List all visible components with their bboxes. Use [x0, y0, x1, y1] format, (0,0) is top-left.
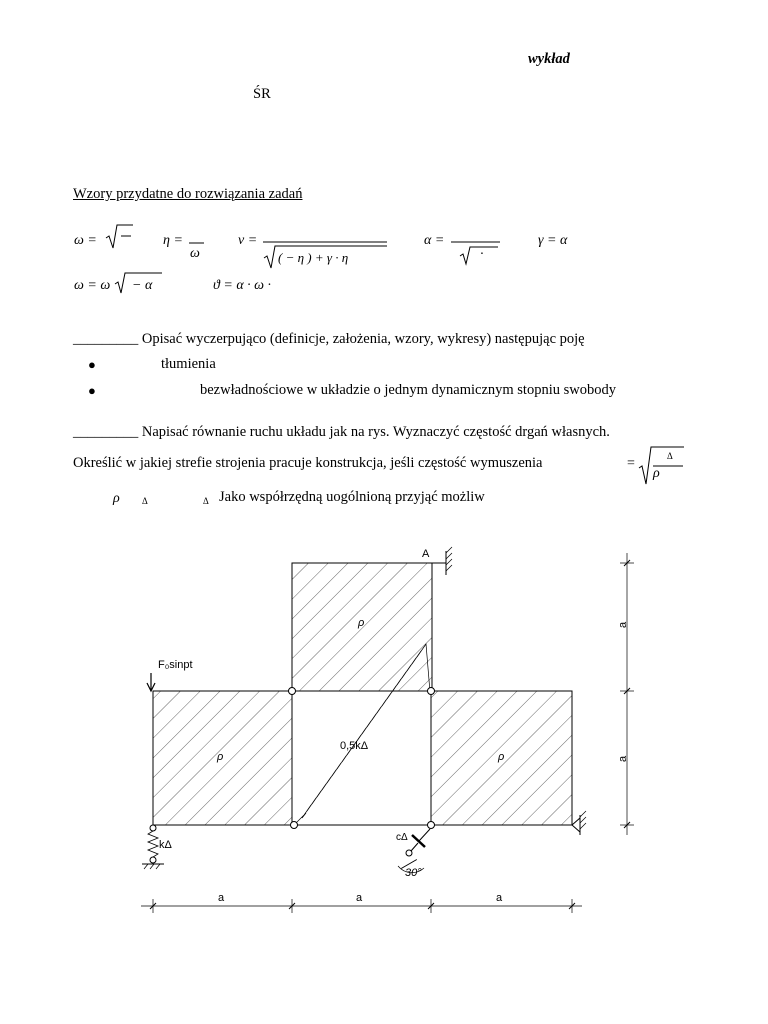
rho-label-top: ρ — [358, 617, 365, 629]
hinge — [428, 688, 435, 695]
task2-blank: _________ — [73, 424, 139, 440]
rho-label-left: ρ — [217, 751, 224, 763]
formula-nu-denominator: ( − η ) + γ · η — [278, 250, 349, 265]
vertical-dimension — [620, 553, 634, 835]
dim-a-label: a — [218, 892, 225, 904]
support-a — [432, 547, 452, 575]
formula-alpha-denominator: · — [480, 247, 484, 262]
dim-a-label: a — [356, 892, 363, 904]
load-arrow — [147, 673, 155, 691]
formula-eta-denominator: ω — [190, 246, 200, 261]
dim-a-label-vertical: a — [617, 755, 629, 762]
task2-text1: Napisać równanie ruchu układu jak na rys. Wyznaczyć częstość drgań własnych. — [141, 424, 610, 440]
spring-label: 0,5kΔ — [340, 740, 369, 752]
hinge — [289, 688, 296, 695]
formula-gamma: γ = α — [538, 233, 568, 248]
formula-nu: ν = — [238, 233, 258, 248]
bullet-icon: ● — [88, 383, 96, 398]
task2-delta-2: Δ — [203, 496, 209, 506]
section-title: Wzory przydatne do rozwiązania zadań — [73, 186, 303, 202]
right-roller-support — [572, 811, 586, 835]
dim-a-label: a — [496, 892, 503, 904]
sr-label: ŚR — [253, 86, 271, 102]
task2-line3-text: Jako współrzędną uogólnioną przyjąć możliw — [219, 489, 485, 505]
task1-bullet-1: tłumienia — [161, 356, 216, 372]
support-a-label: A — [422, 548, 430, 560]
hinge — [291, 822, 298, 829]
task2-formula-eq: = — [627, 456, 635, 471]
formula-omega-d: ω = ω — [74, 278, 111, 293]
damper-label: cΔ — [396, 832, 408, 843]
task2-delta-1: Δ — [142, 496, 148, 506]
hinge — [428, 822, 435, 829]
task2-formula-den: ρ — [653, 466, 660, 481]
formula-omega-d-radicand: − α — [132, 278, 153, 293]
formula-eta: η = — [163, 233, 183, 248]
middle-frame — [292, 691, 431, 825]
task1-text: Opisać wyczerpująco (definicje, założenia, wzory, wykresy) następując poję — [141, 331, 585, 347]
lecture-label: wykład — [528, 51, 570, 67]
task1-blank: _________ — [73, 331, 139, 347]
task2-rho: ρ — [113, 491, 120, 506]
task1-bullet-2: bezwładnościowe w układzie o jednym dynamicznym stopniu swobody — [200, 382, 616, 398]
task2-formula-num: Δ — [667, 451, 673, 461]
spring-support-label: kΔ — [159, 839, 172, 851]
bullet-icon: ● — [88, 357, 96, 372]
formula-theta: ϑ = α · ω · — [213, 278, 272, 293]
task2-line2: Określić w jakiej strefie strojenia pracuje konstrukcja, jeśli częstość wymuszenia — [73, 455, 543, 471]
formula-alpha: α = — [424, 233, 445, 248]
dim-a-label-vertical: a — [617, 621, 629, 628]
angle-label: 30° — [405, 867, 422, 879]
rho-label-right: ρ — [498, 751, 505, 763]
load-label: F₀sinpt — [158, 659, 193, 671]
formula-omega: ω = — [74, 233, 97, 248]
